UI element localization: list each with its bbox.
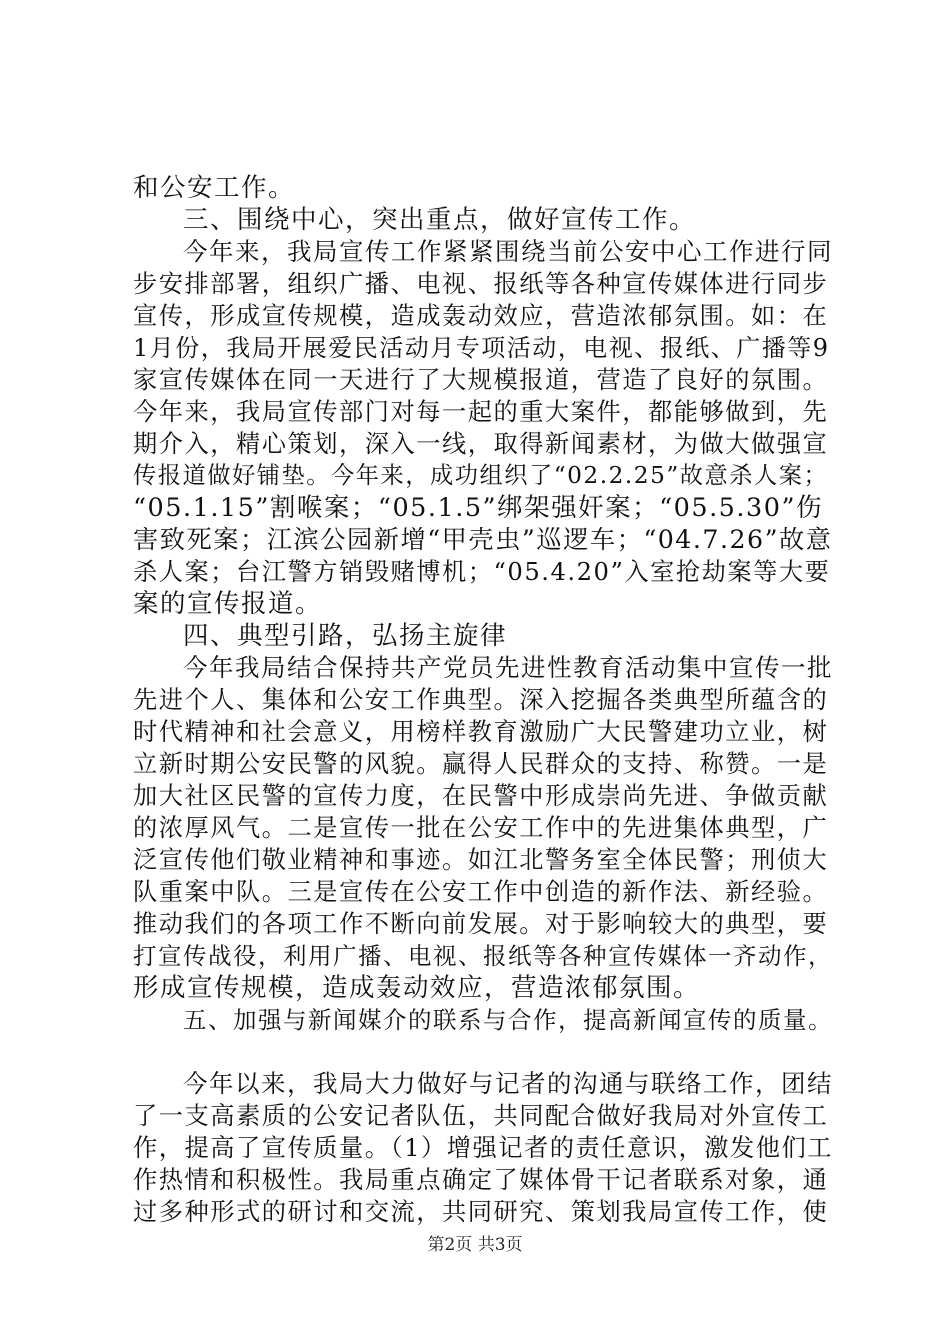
paragraph-line: 作，提高了宣传质量。（1）增强记者的责任意识，激发他们工: [133, 1133, 834, 1162]
paragraph-line: 宣传，形成宣传规模，造成轰动效应，营造浓郁氛围。如：在: [133, 301, 829, 330]
paragraph-line: 泛宣传他们敬业精神和事迹。如江北警务室全体民警；刑侦大: [133, 845, 829, 874]
paragraph-line: 步安排部署，组织广播、电视、报纸等各种宣传媒体进行同步: [133, 269, 829, 298]
paragraph-line: 过多种形式的研讨和交流，共同研究、策划我局宣传工作，使: [133, 1197, 829, 1226]
paragraph-line: 今年我局结合保持共产党员先进性教育活动集中宣传一批: [183, 653, 833, 682]
paragraph-line: 今年来，我局宣传工作紧紧围绕当前公安中心工作进行同: [183, 237, 833, 266]
paragraph-line: 队重案中队。三是宣传在公安工作中创造的新作法、新经验。: [133, 877, 829, 906]
paragraph-line: 今年来，我局宣传部门对每一起的重大案件，都能够做到，先: [133, 397, 829, 426]
section-heading-4: 四、典型引路，弘扬主旋律: [183, 621, 508, 651]
paragraph-line: 作热情和积极性。我局重点确定了媒体骨干记者联系对象，通: [133, 1165, 829, 1194]
paragraph-line: 案的宣传报道。: [133, 589, 323, 619]
paragraph-line: 先进个人、集体和公安工作典型。深入挖掘各类典型所蕴含的: [133, 685, 829, 714]
section-heading-5: 五、加强与新闻媒介的联系与合作，提高新闻宣传的质量。: [183, 1006, 833, 1034]
paragraph-line: 期介入，精心策划，深入一线，取得新闻素材，为做大做强宣: [133, 429, 829, 458]
paragraph-line: 立新时期公安民警的风貌。赢得人民群众的支持、称赞。一是: [133, 749, 829, 778]
paragraph-line: 杀人案；台江警方销毁赌博机；“05.4.20”入室抢劫案等大要: [133, 557, 831, 586]
paragraph-line: 传报道做好铺垫。今年来，成功组织了“02.2.25”故意杀人案；: [133, 462, 829, 489]
paragraph-line: 害致死案；江滨公园新增“甲壳虫”巡逻车；“04.7.26”故意: [133, 525, 833, 554]
paragraph-line: 打宣传战役，利用广播、电视、报纸等各种宣传媒体一齐动作，: [133, 942, 833, 970]
paragraph-line: 推动我们的各项工作不断向前发展。对于影响较大的典型，要: [133, 909, 829, 938]
paragraph-line: 形成宣传规模，造成轰动效应，营造浓郁氛围。: [133, 973, 701, 1003]
paragraph-line: 时代精神和社会意义，用榜样教育激励广大民警建功立业，树: [133, 717, 829, 746]
paragraph-line: 今年以来，我局大力做好与记者的沟通与联络工作，团结: [183, 1069, 833, 1098]
paragraph-line: 加大社区民警的宣传力度，在民警中形成崇尚先进、争做贡献: [133, 781, 829, 810]
paragraph-line: 家宣传媒体在同一天进行了大规模报道，营造了良好的氛围。: [133, 365, 829, 394]
page-number-footer: 第2页 共3页: [427, 1235, 523, 1255]
paragraph-line: 了一支高素质的公安记者队伍，共同配合做好我局对外宣传工: [133, 1101, 829, 1130]
paragraph-line: 的浓厚风气。二是宣传一批在公安工作中的先进集体典型，广: [133, 813, 829, 842]
paragraph-line: “05.1.15”割喉案；“05.1.5”绑架强奸案；“05.5.30”伤: [133, 493, 823, 523]
paragraph-line: 1月份，我局开展爱民活动月专项活动，电视、报纸、广播等9: [133, 334, 830, 362]
section-heading-3: 三、围绕中心，突出重点，做好宣传工作。: [183, 205, 697, 235]
paragraph-line: 和公安工作。: [133, 173, 296, 203]
